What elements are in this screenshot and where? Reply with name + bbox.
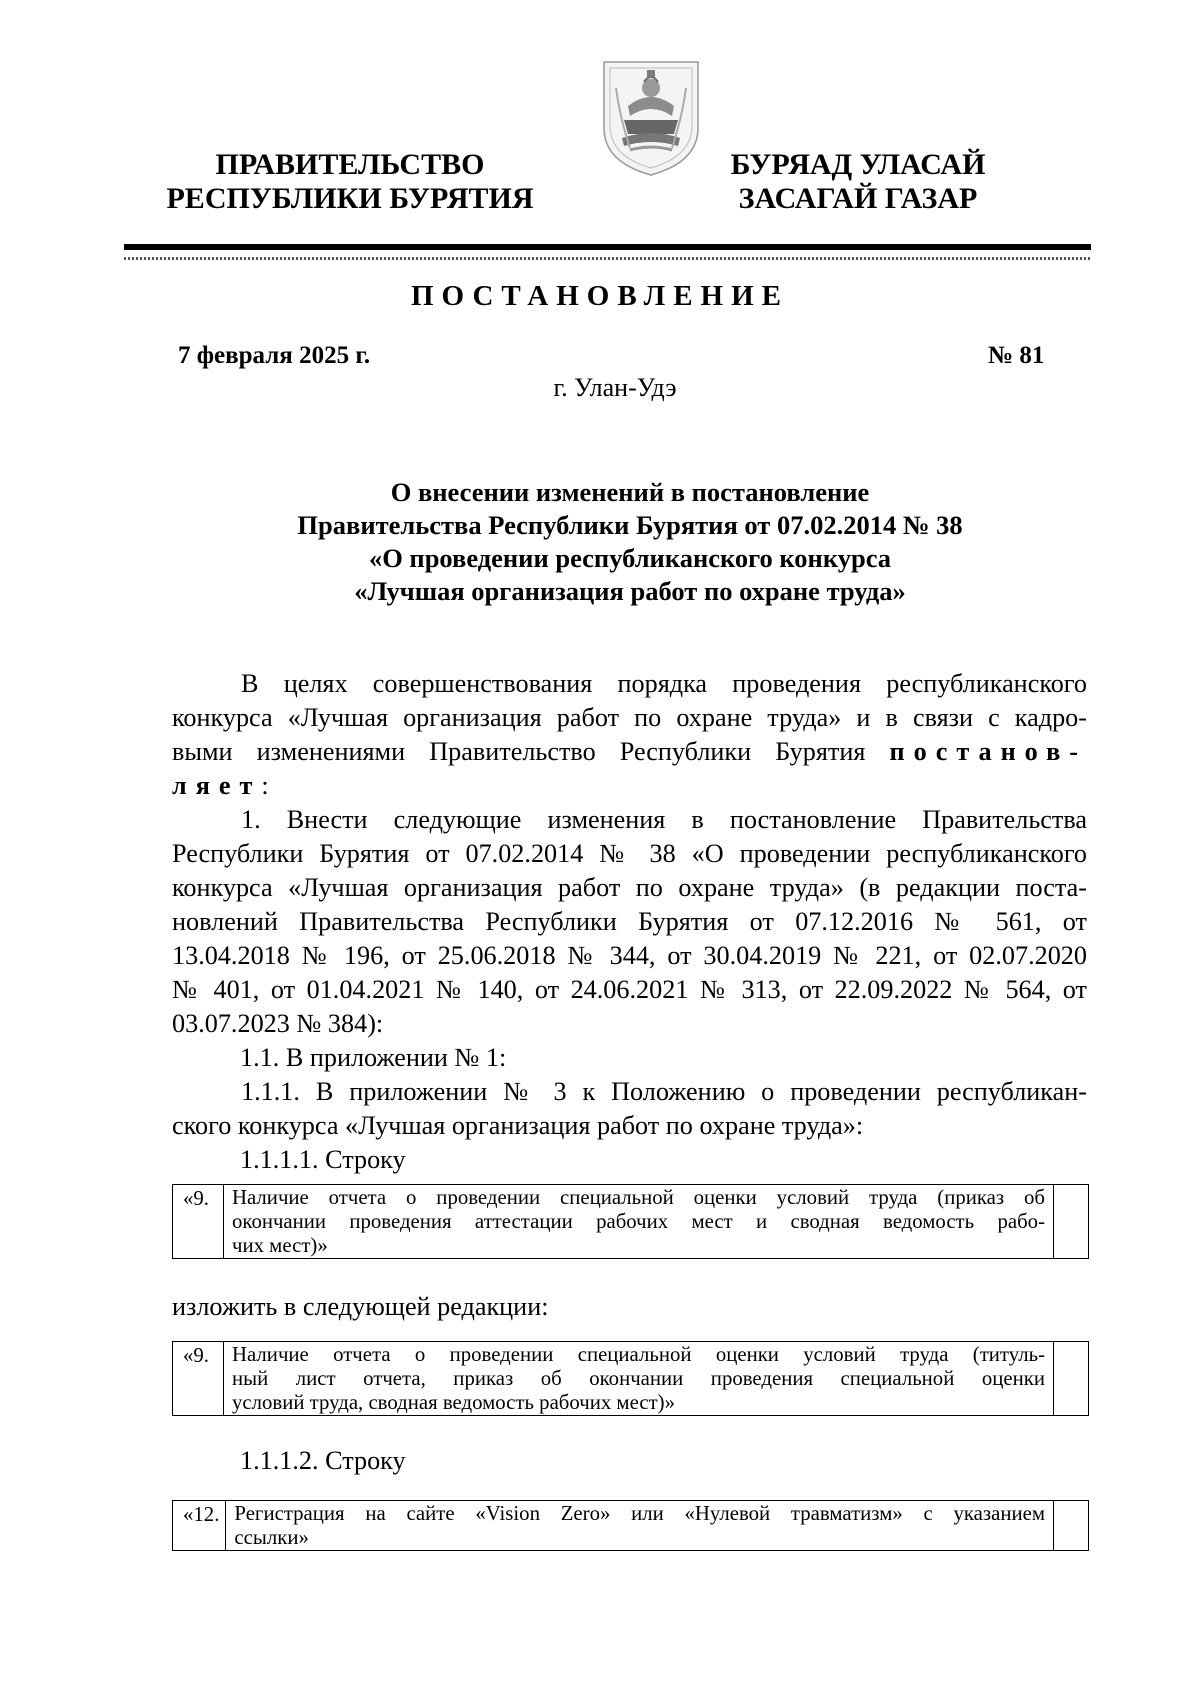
row-number: «12. <box>173 1501 226 1551</box>
criteria-table-new <box>172 1341 1089 1416</box>
paragraph-line: 03.07.2023 № 384): <box>172 1009 384 1038</box>
paragraph-line: новлений Правительства Республики Бурятия от 07.12.2016 № 561, от <box>172 907 1087 936</box>
row-score-cell <box>1054 1342 1089 1416</box>
paragraph-line: конкурса «Лучшая организация работ по охране труда» (в редакции поста- <box>172 873 1087 902</box>
subclause-heading: 1.1. В приложении № 1: <box>240 1043 507 1072</box>
row-text-line: ссылки» <box>234 1526 309 1549</box>
header-divider-thin <box>124 257 1091 260</box>
row-text-line: условий труда, сводная ведомость рабочих мест)» <box>232 1391 675 1414</box>
government-name-bua-line2: ЗАСАГАЙ ГАЗАР <box>738 182 978 215</box>
paragraph-line-with-bold <box>172 769 1087 803</box>
coat-of-arms-emblem <box>600 58 702 178</box>
title-line: Правительства Республики Бурятия от 07.02.2014 № 38 <box>297 510 963 540</box>
row-number: «9. <box>173 1185 224 1259</box>
government-name-bua-line1: БУРЯАД УЛАСАЙ <box>730 148 986 181</box>
paragraph-line: Республики Бурятия от 07.02.2014 № 38 «О проведении республиканского <box>172 839 1087 868</box>
document-type-heading: ПОСТАНОВЛЕНИЕ <box>410 280 789 312</box>
row-number: «9. <box>173 1342 224 1416</box>
resolution-verb-bold: постанов- <box>889 737 1087 766</box>
government-name-ru-line2: РЕСПУБЛИКИ БУРЯТИЯ <box>166 182 534 215</box>
row-text-line: окончании проведения аттестации рабочих мест и сводная ведомость рабо- <box>232 1210 1045 1233</box>
criteria-table-row12 <box>172 1500 1089 1551</box>
paragraph-line: изложить в следующей редакции: <box>172 1292 549 1321</box>
document-city: г. Улан-Удэ <box>553 373 677 402</box>
resolution-verb-bold: ляет <box>172 771 262 800</box>
title-line: «О проведении республиканского конкурса <box>368 543 892 573</box>
paragraph-line: 13.04.2018 № 196, от 25.06.2018 № 344, от 30.04.2019 № 221, от 02.07.2020 <box>172 941 1087 970</box>
row-text <box>224 1342 1054 1416</box>
document-title <box>150 476 1110 608</box>
paragraph-line: конкурса «Лучшая организация работ по охране труда» и в связи с кадро- <box>172 703 1087 732</box>
header-divider-thick <box>124 244 1091 250</box>
table-row <box>173 1501 1089 1551</box>
paragraph-text: : <box>261 771 269 800</box>
criteria-table-old <box>172 1184 1089 1259</box>
row-score-cell <box>1054 1501 1089 1551</box>
paragraph-line: № 401, от 01.04.2021 № 140, от 24.06.2021 № 313, от 22.09.2022 № 564, от <box>172 975 1087 1004</box>
table-row <box>173 1185 1089 1259</box>
row-text-line: Регистрация на сайте «Vision Zero» или «Нулевой травматизм» с указанием <box>234 1502 1045 1525</box>
paragraph-line: ского конкурса «Лучшая организация работ по охране труда»: <box>172 1111 864 1140</box>
row-text <box>226 1501 1054 1551</box>
title-line: О внесении изменений в постановление <box>390 477 870 507</box>
government-name-bua <box>702 148 1014 216</box>
paragraph-line: В целях совершенствования порядка проведения республиканского <box>241 669 1087 698</box>
row-text-line: чих мест)» <box>232 1234 328 1257</box>
row-text-line: Наличие отчета о проведении специальной оценки условий труда (титуль- <box>232 1343 1045 1366</box>
row-text-line: Наличие отчета о проведении специальной оценки условий труда (приказ об <box>232 1186 1045 1209</box>
document-date: 7 февраля 2025 г. <box>178 342 371 369</box>
paragraph-line: 1. Внести следующие изменения в постановление Правительства <box>241 805 1087 834</box>
document-number: № 81 <box>988 342 1045 369</box>
paragraph-line-with-bold <box>172 735 1087 769</box>
subclause-heading: 1.1.1.1. Строку <box>240 1145 406 1174</box>
government-name-ru-line1: ПРАВИТЕЛЬСТВО <box>215 148 485 181</box>
government-name-ru <box>160 148 540 216</box>
row-text <box>224 1185 1054 1259</box>
paragraph-line: 1.1.1. В приложении № 3 к Положению о проведении республикан- <box>241 1077 1087 1106</box>
row-score-cell <box>1054 1185 1089 1259</box>
row-text-line: ный лист отчета, приказ об окончании проведения специальной оценки <box>232 1367 1045 1390</box>
table-row <box>173 1342 1089 1416</box>
title-line: «Лучшая организация работ по охране труда» <box>354 576 906 606</box>
paragraph-text: выми изменениями Правительство Республики Бурятия <box>172 737 866 766</box>
subclause-heading: 1.1.1.2. Строку <box>240 1446 406 1475</box>
